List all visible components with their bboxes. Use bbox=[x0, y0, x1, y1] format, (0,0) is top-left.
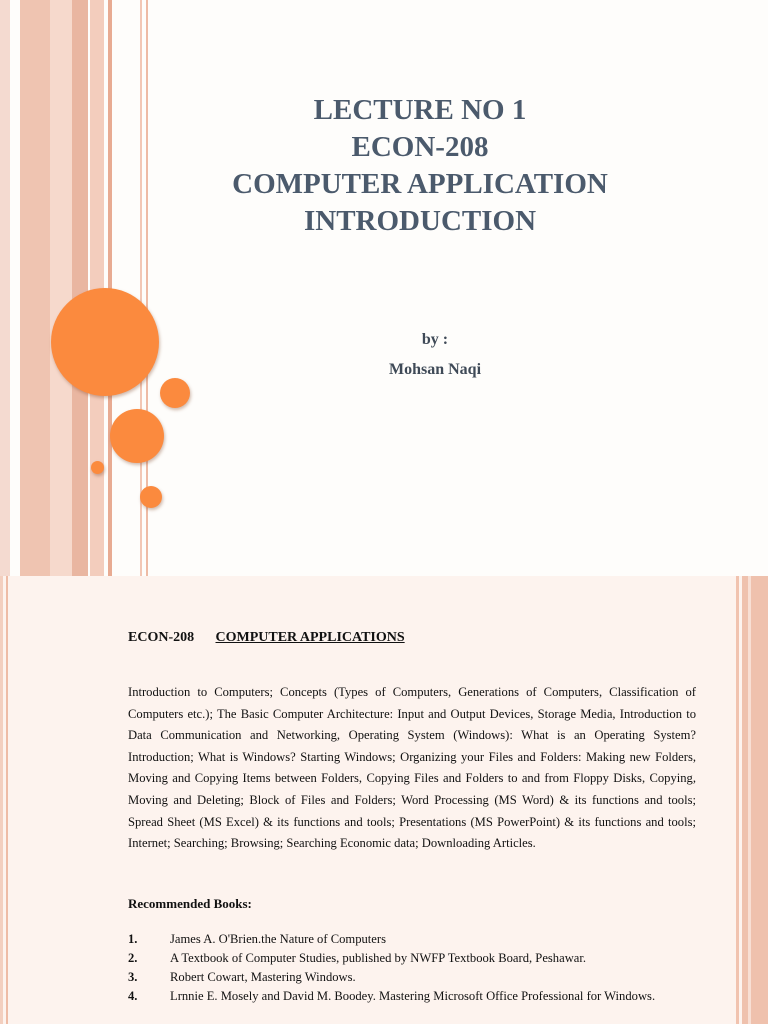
title-line: LECTURE NO 1 bbox=[313, 94, 527, 126]
book-title: A Textbook of Computer Studies, published by NWFP Textbook Board, Peshawar. bbox=[170, 951, 587, 965]
book-number: 3. bbox=[128, 970, 138, 984]
decorative-stripe bbox=[0, 576, 3, 1024]
decorative-circle bbox=[91, 461, 104, 474]
book-title: Lrnnie E. Mosely and David M. Boodey. Mastering Microsoft Office Professional for Windows. bbox=[170, 989, 656, 1003]
decorative-stripe bbox=[20, 0, 50, 576]
decorative-circle bbox=[160, 378, 190, 408]
book-title: Robert Cowart, Mastering Windows. bbox=[170, 970, 356, 984]
byline bbox=[340, 325, 530, 385]
course-heading bbox=[128, 630, 405, 646]
decorative-circle bbox=[110, 409, 164, 463]
course-description: Introduction to Computers; Concepts (Types of Computers, Generations of Computers, Classification of Computers etc.); The Basic Computer Architecture: Input and Output Devices, Storage Media, Introduction to Data Communication and Networking, Operating System (Windows): What is an Operating System? Introduction; What is Windows? Starting Windows; Organizing your Files and Folders: Making new Folders, Moving and Copying Items between Folders, Copying Files and Folders to and from Floppy Disks, Copying, Moving and Deleting; Block of Files and Folders; Word Processing (MS Word) & its functions and tools; Spread Sheet (MS Excel) & its functions and tools; Presentations (MS PowerPoint) & its functions and tools; Internet; Searching; Browsing; Searching Economic data; Downloading Articles. bbox=[128, 685, 696, 851]
decorative-circle bbox=[51, 288, 159, 396]
decorative-stripe bbox=[748, 576, 751, 1024]
decorative-stripe bbox=[72, 0, 88, 576]
syllabus-slide bbox=[0, 576, 768, 1024]
list-item bbox=[128, 987, 698, 1006]
decorative-circle bbox=[140, 486, 162, 508]
book-list bbox=[128, 930, 698, 1006]
list-item bbox=[128, 930, 698, 949]
slide-title bbox=[200, 92, 640, 240]
course-code: ECON-208 bbox=[128, 630, 195, 645]
title-line: INTRODUCTION bbox=[303, 205, 537, 237]
decorative-stripe bbox=[742, 576, 768, 1024]
book-number: 4. bbox=[128, 989, 138, 1003]
list-item bbox=[128, 968, 698, 987]
decorative-stripe bbox=[50, 0, 72, 576]
book-title: James A. O'Brien.the Nature of Computers bbox=[170, 932, 386, 946]
by-label: by : bbox=[421, 331, 449, 348]
decorative-stripe bbox=[6, 576, 8, 1024]
recommended-books-heading: Recommended Books: bbox=[128, 896, 252, 911]
course-name: COMPUTER APPLICATIONS bbox=[215, 630, 405, 645]
list-item bbox=[128, 949, 698, 968]
book-number: 2. bbox=[128, 951, 138, 965]
author-name: Mohsan Naqi bbox=[388, 361, 482, 378]
title-line: COMPUTER APPLICATION bbox=[232, 168, 608, 200]
decorative-stripe bbox=[0, 0, 10, 576]
decorative-stripe bbox=[736, 576, 739, 1024]
title-line: ECON-208 bbox=[351, 131, 489, 163]
book-number: 1. bbox=[128, 932, 138, 946]
